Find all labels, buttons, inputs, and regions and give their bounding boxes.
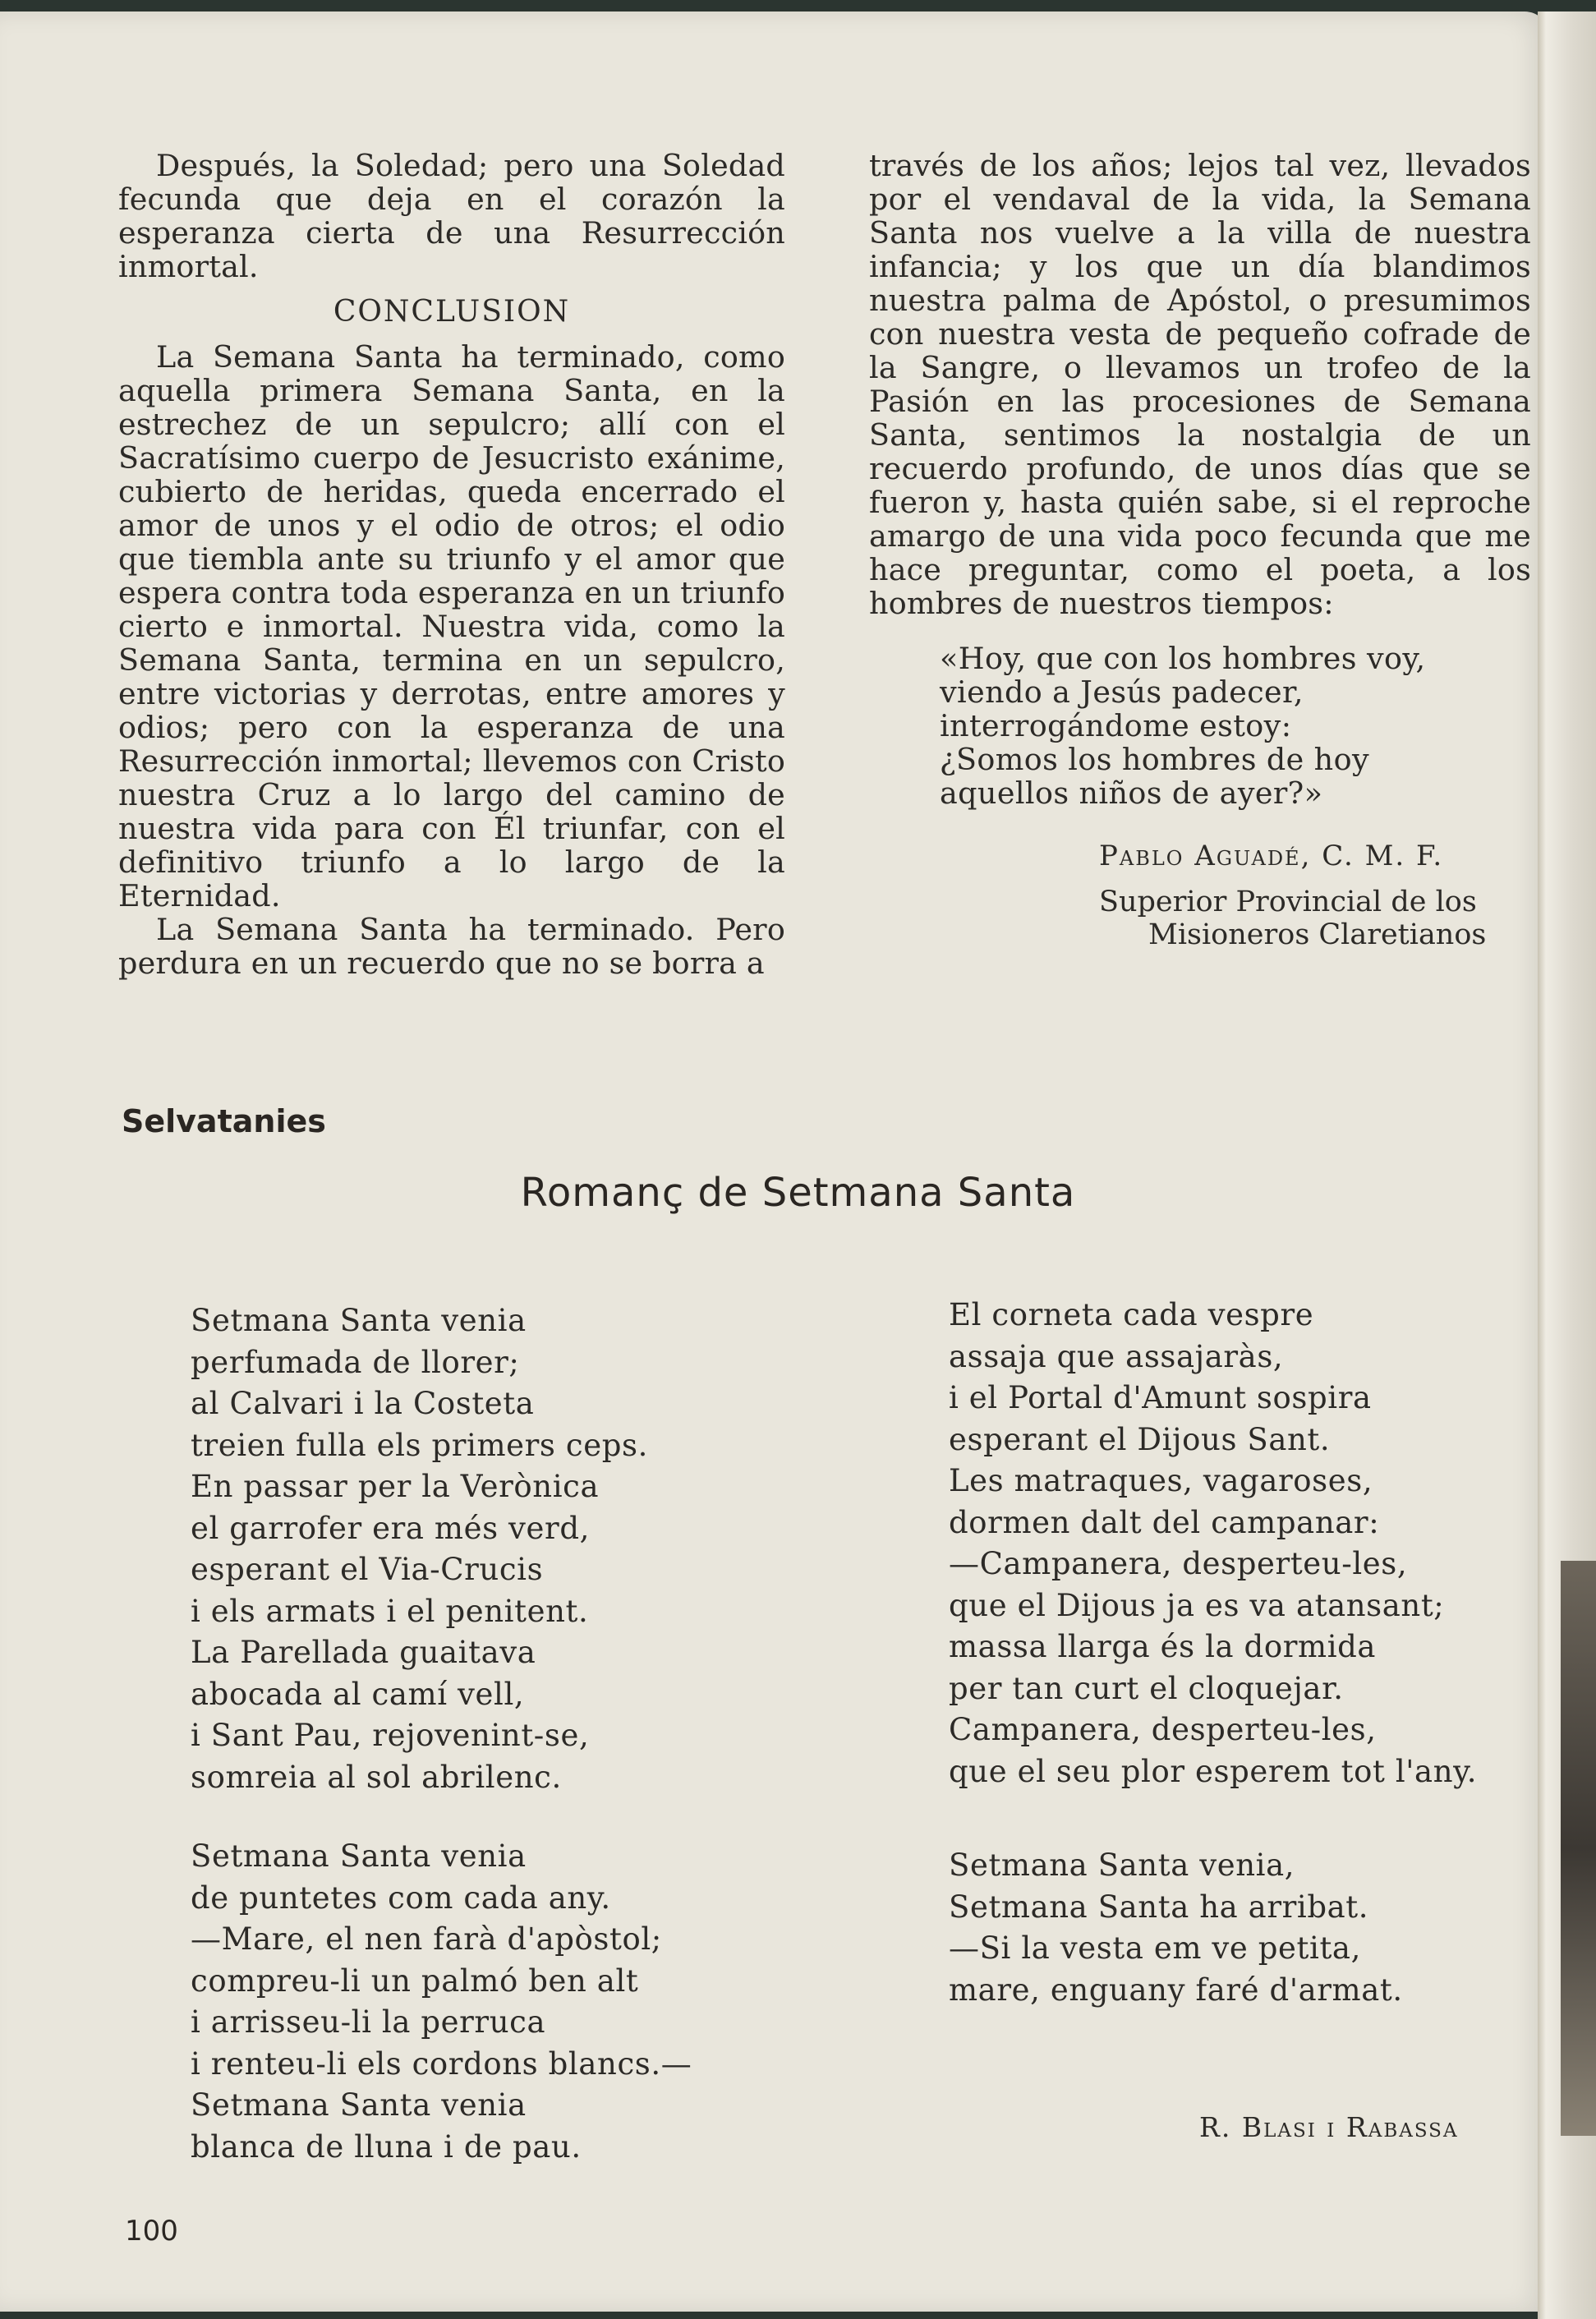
quote-line: viendo a Jesús padecer,: [940, 674, 1304, 710]
poem-line: el garrofer era més verd,: [191, 1510, 590, 1546]
author-title-line-2: Misioneros Claretianos: [1148, 918, 1487, 951]
poem-stanza: [191, 1836, 766, 2168]
paragraph-soledad: Después, la Soledad; pero una Soledad fecunda que deja en el corazón la esperanza cierta de una Resurrección inmortal.: [118, 148, 785, 284]
poem-line: i els armats i el penitent.: [191, 1593, 589, 1629]
article-author: Pablo Aguadé, C. M. F.: [1099, 840, 1444, 872]
page-number: 100: [125, 2215, 178, 2248]
poem-line: esperant el Dijous Sant.: [949, 1421, 1331, 1457]
poem-line: somreia al sol abrilenc.: [191, 1759, 562, 1795]
poem-line: de puntetes com cada any.: [191, 1880, 611, 1916]
poem-title: Romanç de Setmana Santa: [520, 1170, 1076, 1216]
section-label: Selvatanies: [122, 1103, 326, 1139]
poem-line: i arrisseu-li la perruca: [191, 2004, 546, 2040]
poem-line: que el seu plor esperem tot l'any.: [949, 1753, 1478, 1789]
poem-line: i el Portal d'Amunt sospira: [949, 1380, 1372, 1415]
paragraph-conclusion: La Semana Santa ha terminado, como aquella primera Semana Santa, en la estrechez de un sepulcro; allí con el Sacratísimo cuerpo de Jesucristo exánime, cubierto de heridas, queda encerrado el amor de unos y el odio de otros; el odio que tiembla ante su triunfo y el amor que espera contra toda esperanza en un triunfo cierto e inmortal. Nuestra vida, como la Semana Santa, termina en un sepulcro, entre victorias y derrotas, entre amores y odios; pero con la esperanza de una Resurrección inmortal; llevemos con Cristo nuestra Cruz a lo largo del camino de nuestra vida para con Él triunfar, con el definitivo triunfo a lo largo de la Eternidad.: [118, 339, 785, 913]
poem-line: per tan curt el cloquejar.: [949, 1670, 1344, 1706]
poem-stanza: [191, 1300, 766, 1798]
poem-line: massa llarga és la dormida: [949, 1629, 1377, 1664]
poem-line: compreu-li un palmó ben alt: [191, 1962, 639, 1999]
poem-author: R. Blasi i Rabassa: [1199, 2111, 1459, 2143]
poem-line: Setmana Santa venia: [191, 1303, 527, 1338]
paragraph-traves: través de los años; lejos tal vez, llevados por el vendaval de la vida, la Semana Santa nos vuelve a la villa de nuestra infancia; y los que un día blandimos nuestra palma de Apóstol, o presumimos con nuestra vesta de pequeño cofrade de la Sangre, o llevamos un trofeo de la Pasión en las procesiones de Semana Santa, sentimos la nostalgia de un recuerdo profundo, de unos días que se fueron y, hasta quién sabe, si el reproche amargo de una vida poco fecunda que me hace preguntar, como el poeta, a los hombres de nuestros tiempos:: [869, 148, 1531, 621]
poem-stanza: [949, 1295, 1524, 1792]
poem-line: assaja que assajaràs,: [949, 1338, 1284, 1374]
poem-line: treien fulla els primers ceps.: [191, 1427, 648, 1463]
poem-line: i Sant Pau, rejovenint-se,: [191, 1718, 590, 1753]
poem-stanza: [949, 1845, 1524, 2011]
article-left-column: [118, 149, 785, 980]
conclusion-heading: CONCLUSION: [333, 295, 571, 329]
poem-line: El corneta cada vespre: [949, 1297, 1314, 1332]
poem-line: dormen dalt del campanar:: [949, 1504, 1380, 1540]
poem-left-column: [191, 1300, 766, 2206]
author-title-line-1: Superior Provincial de los: [1099, 886, 1477, 918]
poem-line: mare, enguany faré d'armat.: [949, 1972, 1403, 2008]
poem-line: Campanera, desperteu-les,: [949, 1712, 1377, 1747]
poem-line: perfumada de llorer;: [191, 1344, 520, 1380]
poem-line: Setmana Santa venia: [191, 2087, 527, 2123]
quote-line: interrogándome estoy:: [940, 708, 1292, 743]
poem-line: —Campanera, desperteu-les,: [949, 1546, 1408, 1581]
poem-line: esperant el Via-Crucis: [191, 1552, 544, 1587]
poem-line: Setmana Santa venia,: [949, 1847, 1295, 1883]
poem-line: En passar per la Verònica: [191, 1469, 600, 1504]
poem-line: —Mare, el nen farà d'apòstol;: [191, 1921, 662, 1957]
poem-line: i renteu-li els cordons blancs.—: [191, 2045, 692, 2082]
article-right-column: [869, 149, 1531, 951]
poem-line: Setmana Santa ha arribat.: [949, 1889, 1369, 1925]
quote-line: aquellos niños de ayer?»: [940, 775, 1323, 811]
poem-line: —Si la vesta em ve petita,: [949, 1930, 1361, 1966]
adjacent-page-photo: [1561, 1561, 1596, 2136]
poem-right-column: [949, 1295, 1524, 2049]
poem-line: blanca de lluna i de pau.: [191, 2128, 582, 2165]
poem-line: al Calvari i la Costeta: [191, 1386, 535, 1421]
poem-line: Les matraques, vagaroses,: [949, 1463, 1373, 1498]
article-signature: [869, 838, 1531, 951]
poem-line: que el Dijous ja es va atansant;: [949, 1587, 1445, 1623]
poem-line: abocada al camí vell,: [191, 1676, 525, 1712]
quote-line: ¿Somos los hombres de hoy: [940, 742, 1369, 777]
poem-line: Setmana Santa venia: [191, 1838, 527, 1874]
paragraph-perdura: La Semana Santa ha terminado. Pero perdura en un recuerdo que no se borra a: [118, 912, 785, 981]
quote-line: «Hoy, que con los hombres voy,: [940, 641, 1426, 676]
poem-line: La Parellada guaitava: [191, 1635, 536, 1670]
poem-quote: [940, 642, 1531, 810]
